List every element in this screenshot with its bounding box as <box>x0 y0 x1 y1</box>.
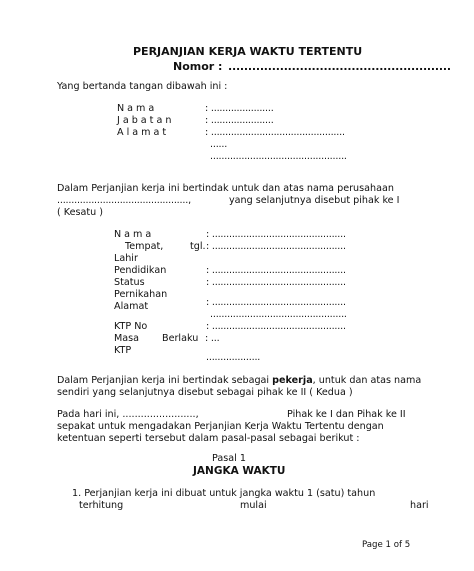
para2-line1 <box>57 376 421 386</box>
party1-nama-label: Nama <box>117 103 158 114</box>
party1-alamat-cont2: ................................................ <box>210 151 347 162</box>
pasal-item1-line2-c: hari <box>410 500 429 511</box>
party2-nama-value: : ............................................... <box>206 229 346 240</box>
party2-lahir-label: Lahir <box>114 253 138 264</box>
party2-pernikahan-label: Pernikahan <box>114 289 168 300</box>
party1-alamat-value: : ............................................... <box>205 127 345 138</box>
party1-jabatan-value: : ...................... <box>205 115 274 126</box>
party2-berlaku-value: : ... <box>205 333 220 344</box>
party2-pendidikan-value: : ............................................... <box>206 265 346 276</box>
party2-masa-label: Masa <box>114 333 140 344</box>
page-number: Page 1 of 5 <box>362 540 411 550</box>
party2-tgl-label: tgl. <box>190 241 206 252</box>
nomor-value: ........................................................ <box>228 60 451 73</box>
para2-line2: sendiri yang selanjutnya disebut sebagai pihak ke II ( Kedua ) <box>57 387 353 398</box>
party2-status-label: Status <box>114 277 145 288</box>
para1-line2-text: yang selanjutnya disebut pihak ke I <box>229 195 400 206</box>
party1-alamat-label: Alamat <box>117 127 170 138</box>
party2-ktp-label: KTP No <box>114 321 148 332</box>
party2-ktp-value: : ............................................... <box>206 321 346 332</box>
party2-alamat-cont: ................................................ <box>210 309 347 320</box>
party2-tempat-label: Tempat, <box>125 241 164 252</box>
para1-line2-dots: .............................................., <box>57 195 191 206</box>
party2-pendidikan-label: Pendidikan <box>114 265 167 276</box>
party2-nama-label: Nama <box>114 229 155 240</box>
party2-ktp2-label: KTP <box>114 345 132 356</box>
party2-alamat-label: Alamat <box>114 301 149 312</box>
party1-nama-value: : ...................... <box>205 103 274 114</box>
para2-line1-end: , untuk dan atas nama <box>312 375 422 386</box>
para3-line1-end: Pihak ke I dan Pihak ke II <box>287 409 406 420</box>
pasal-item1-line2-b: mulai <box>240 500 267 511</box>
party2-status-value: : ............................................... <box>206 277 346 288</box>
party1-alamat-cont1: ...... <box>210 139 228 150</box>
document-title: PERJANJIAN KERJA WAKTU TERTENTU <box>133 45 363 58</box>
para1-line1: Dalam Perjanjian kerja ini bertindak untuk dan atas nama perusahaan <box>57 183 394 194</box>
pasal-title: JANGKA WAKTU <box>193 465 286 477</box>
para1-line3: ( Kesatu ) <box>57 207 104 218</box>
pasal-item1-line1: 1. Perjanjian kerja ini dibuat untuk jangka waktu 1 (satu) tahun <box>72 488 376 499</box>
pasal-number: Pasal 1 <box>212 453 246 464</box>
party2-alamat-value: : ............................................... <box>206 297 346 308</box>
para3-line1-start: Pada hari ini, ........................, <box>57 409 199 420</box>
intro-text: Yang bertanda tangan dibawah ini : <box>57 81 228 92</box>
party2-berlaku-label: Berlaku <box>162 333 199 344</box>
party2-ktp2-value: ................... <box>206 352 261 363</box>
para3-line2: sepakat untuk mengadakan Perjanjian Kerja Waktu Tertentu dengan <box>57 421 384 432</box>
para3-line3: ketentuan seperti tersebut dalam pasal-pasal sebagai berikut : <box>57 433 360 444</box>
pasal-item1-line2-a: terhitung <box>79 500 124 511</box>
para2-line1-start: Dalam Perjanjian kerja ini bertindak sebagai <box>57 375 270 386</box>
party2-tgl-value: : ............................................... <box>206 241 346 252</box>
party1-jabatan-label: Jabatan <box>117 115 175 126</box>
nomor-label: Nomor : <box>173 60 223 73</box>
para2-pekerja: pekerja <box>272 375 313 386</box>
